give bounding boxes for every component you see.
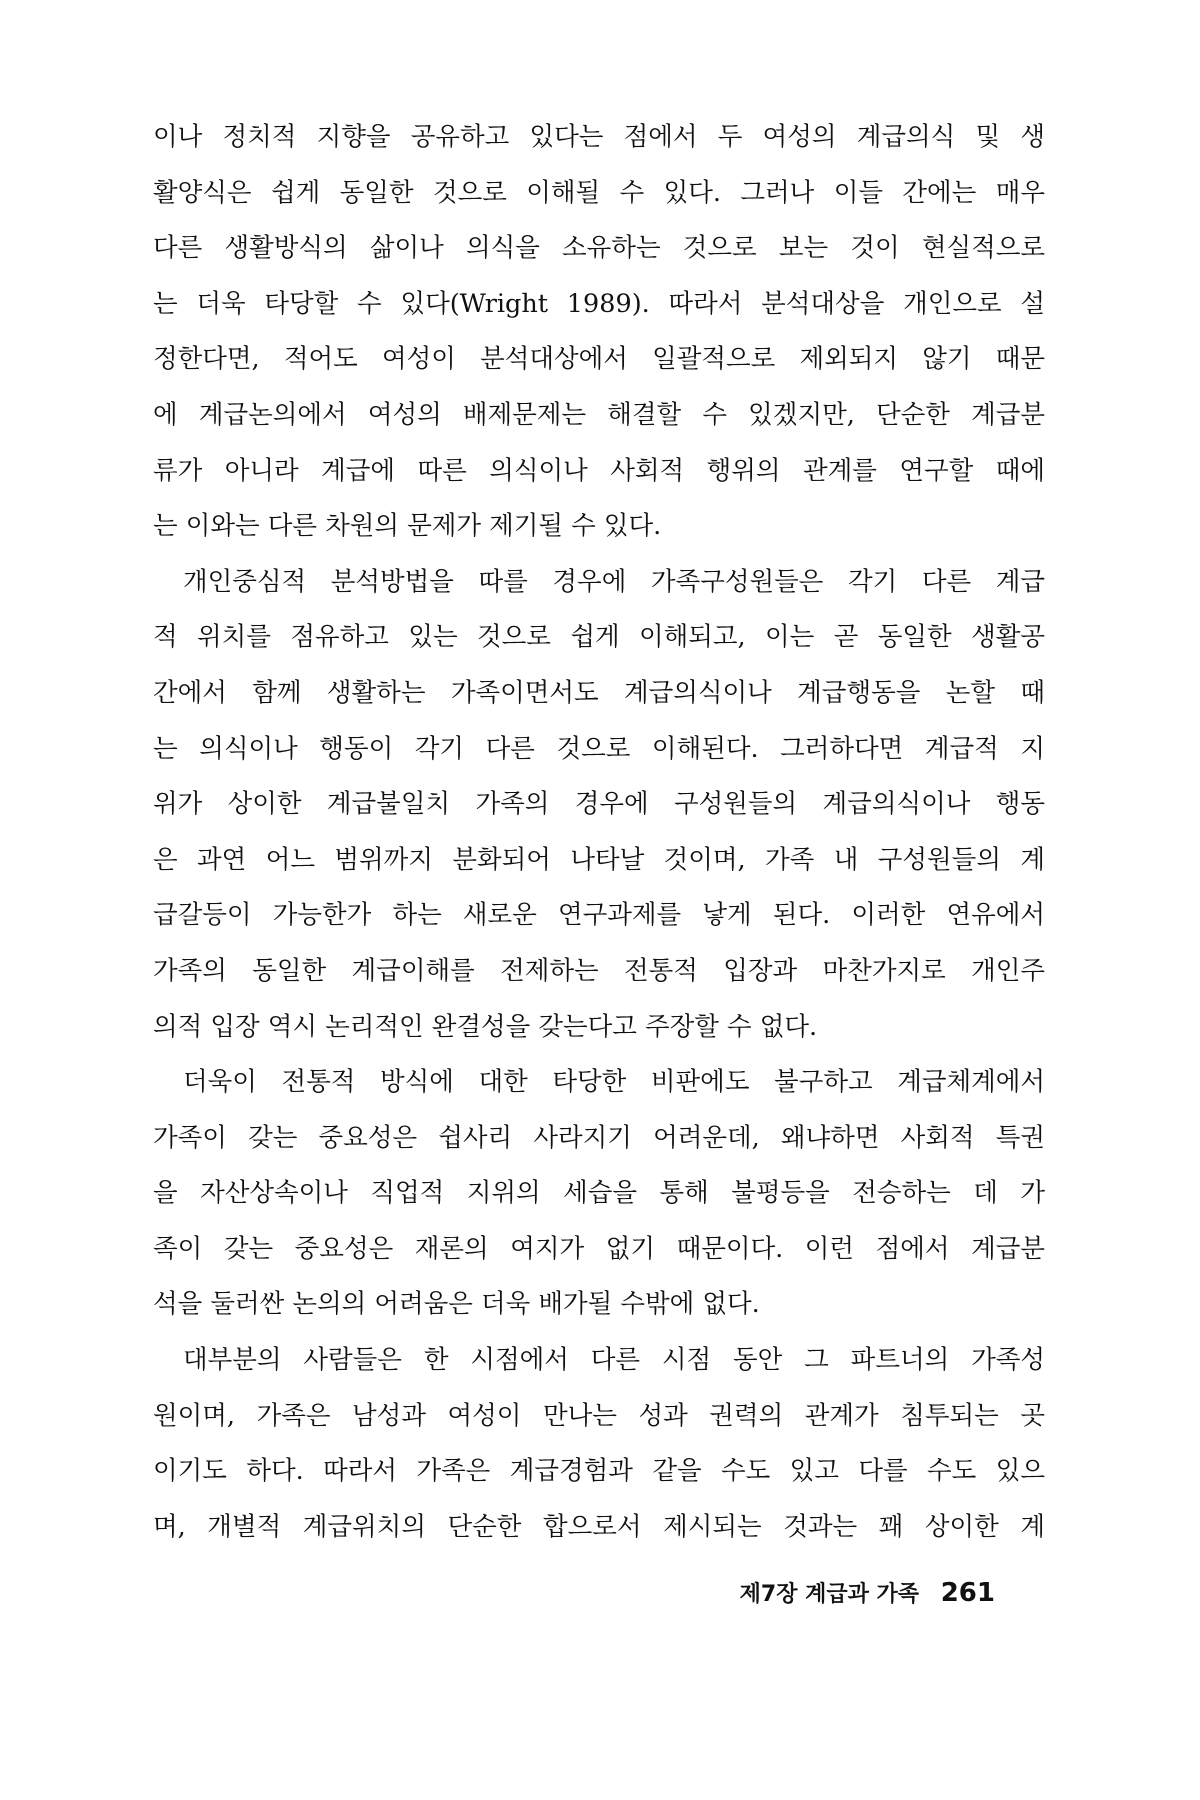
text-line: 간에서 함께 생활하는 가족이면서도 계급의식이나 계급행동을 논할 때: [153, 677, 1045, 708]
text-line: 적 위치를 점유하고 있는 것으로 쉽게 이해되고, 이는 곧 동일한 생활공: [153, 622, 1045, 653]
text-line: 활양식은 쉽게 동일한 것으로 이해될 수 있다. 그러나 이들 간에는 매우: [153, 177, 1045, 208]
body-text: [153, 110, 1045, 1555]
text-line: 위가 상이한 계급불일치 가족의 경우에 구성원들의 계급의식이나 행동: [153, 789, 1045, 820]
text-line: 다른 생활방식의 삶이나 의식을 소유하는 것으로 보는 것이 현실적으로: [153, 233, 1045, 264]
text-line: 이기도 하다. 따라서 가족은 계급경험과 같을 수도 있고 다를 수도 있으: [153, 1456, 1045, 1487]
paragraph: [153, 555, 1045, 1055]
text-line: 더욱이 전통적 방식에 대한 타당한 비판에도 불구하고 계급체계에서: [183, 1067, 1045, 1098]
text-line: 을 자산상속이나 직업적 지위의 세습을 통해 불평등을 전승하는 데 가: [153, 1178, 1045, 1209]
text-line: 급갈등이 가능한가 하는 새로운 연구과제를 낳게 된다. 이러한 연유에서: [153, 900, 1045, 931]
text-line: 는 이와는 다른 차원의 문제가 제기될 수 있다.: [153, 511, 662, 542]
text-line: 원이며, 가족은 남성과 여성이 만나는 성과 권력의 관계가 침투되는 곳: [153, 1400, 1045, 1431]
paragraph: [153, 1055, 1045, 1333]
text-line: 개인중심적 분석방법을 따를 경우에 가족구성원들은 각기 다른 계급: [183, 566, 1045, 597]
text-line: 석을 둘러싼 논의의 어려움은 더욱 배가될 수밖에 없다.: [153, 1289, 760, 1320]
text-line: 가족의 동일한 계급이해를 전제하는 전통적 입장과 마찬가지로 개인주: [153, 955, 1045, 986]
text-line: 류가 아니라 계급에 따른 의식이나 사회적 행위의 관계를 연구할 때에: [153, 455, 1045, 486]
text-line: 족이 갖는 중요성은 재론의 여지가 없기 때문이다. 이런 점에서 계급분: [153, 1233, 1045, 1264]
text-line: 가족이 갖는 중요성은 쉽사리 사라지기 어려운데, 왜냐하면 사회적 특권: [153, 1122, 1045, 1153]
text-line: 에 계급논의에서 여성의 배제문제는 해결할 수 있겠지만, 단순한 계급분: [153, 399, 1045, 430]
page-number: 261: [940, 1578, 995, 1608]
paragraph: [153, 1333, 1045, 1555]
text-line: 은 과연 어느 범위까지 분화되어 나타날 것이며, 가족 내 구성원들의 계: [153, 844, 1045, 875]
text-line: 정한다면, 적어도 여성이 분석대상에서 일괄적으로 제외되지 않기 때문: [153, 344, 1045, 375]
text-line: 는 의식이나 행동이 각기 다른 것으로 이해된다. 그러하다면 계급적 지: [153, 733, 1045, 764]
page-footer: [740, 1577, 995, 1608]
text-line: 며, 개별적 계급위치의 단순한 합으로서 제시되는 것과는 꽤 상이한 계: [153, 1511, 1045, 1542]
paragraph: [153, 110, 1045, 555]
text-line: 의적 입장 역시 논리적인 완결성을 갖는다고 주장할 수 없다.: [153, 1011, 818, 1042]
text-line: 대부분의 사람들은 한 시점에서 다른 시점 동안 그 파트너의 가족성: [183, 1345, 1045, 1376]
text-line: 는 더욱 타당할 수 있다(Wright 1989). 따라서 분석대상을 개인으로 설: [153, 288, 1045, 319]
text-line: 이나 정치적 지향을 공유하고 있다는 점에서 두 여성의 계급의식 및 생: [153, 122, 1045, 152]
running-footer-chapter: 제7장 계급과 가족: [739, 1582, 920, 1607]
